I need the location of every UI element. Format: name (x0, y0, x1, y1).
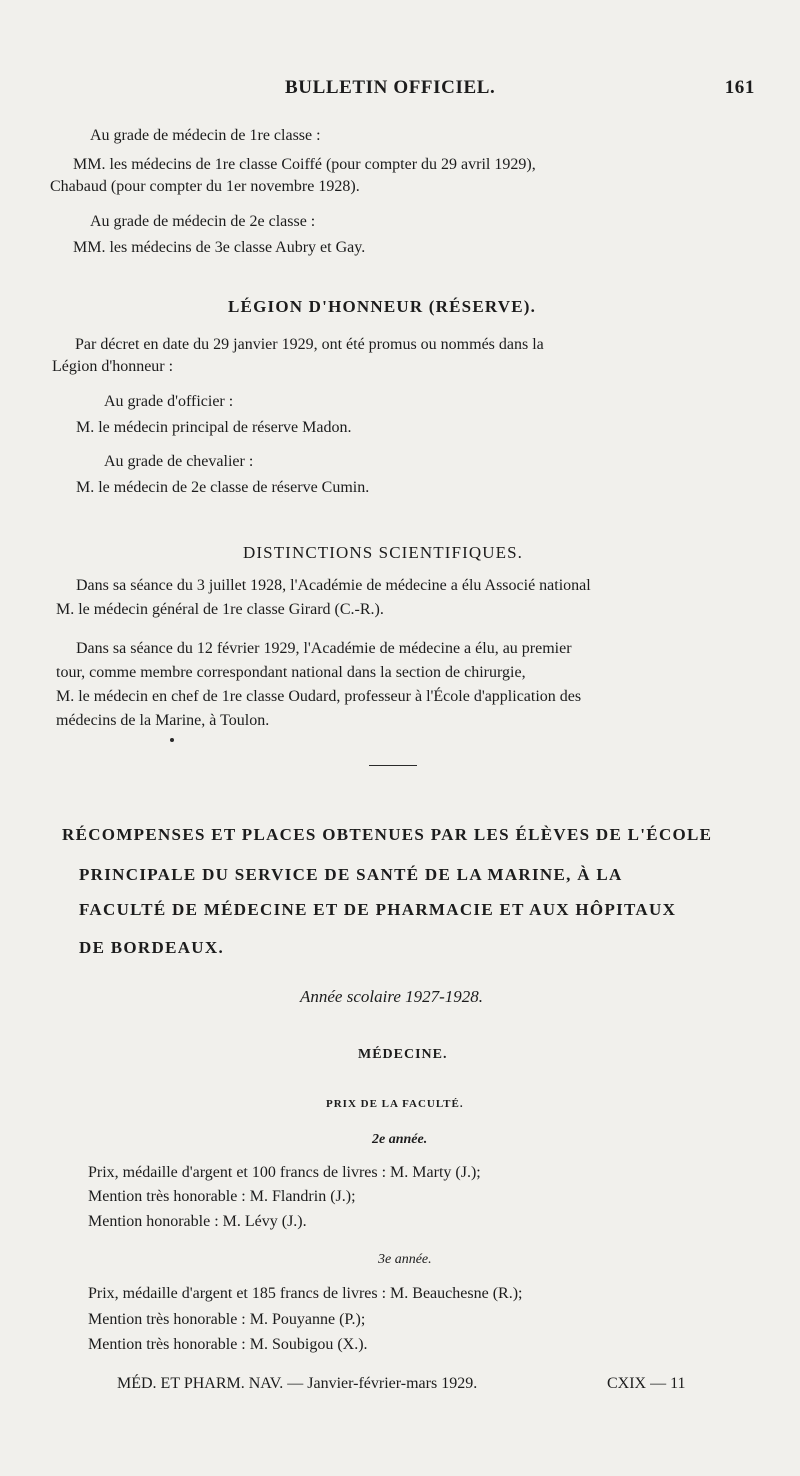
distinction-1-line-2: M. le médecin général de 1re classe Girard (C.-R.). (56, 601, 384, 618)
officer-nominee: M. le médecin principal de réserve Madon. (76, 419, 352, 436)
school-year: Année scolaire 1927-1928. (300, 987, 484, 1006)
running-header (285, 78, 755, 98)
officer-grade-heading: Au grade d'officier : (104, 393, 234, 410)
page-number: 161 (724, 77, 755, 98)
promotion-line-1: MM. les médecins de 1re classe Coiffé (pour compter du 29 avril 1929), (73, 156, 536, 173)
grade-heading-2: Au grade de médecin de 2e classe : (90, 213, 316, 230)
journal-title: BULLETIN OFFICIEL. (285, 77, 496, 98)
year-2-prize: Prix, médaille d'argent et 100 francs de livres : M. Marty (J.); (88, 1164, 481, 1181)
prix-faculte-heading: PRIX DE LA FACULTÉ. (326, 1098, 464, 1110)
year-3-mention-tres-honorable-1: Mention très honorable : M. Pouyanne (P.); (88, 1311, 366, 1328)
promotion-line-1b: Chabaud (pour compter du 1er novembre 1928). (50, 178, 360, 195)
legion-paragraph: Par décret en date du 29 janvier 1929, ont été promus ou nommés dans la (75, 336, 544, 353)
year-3-prize: Prix, médaille d'argent et 185 francs de livres : M. Beauchesne (R.); (88, 1285, 523, 1302)
ink-dot (170, 738, 174, 742)
recompenses-title-line-4: DE BORDEAUX. (79, 938, 225, 957)
distinction-2-line-1: Dans sa séance du 12 février 1929, l'Académie de médecine a élu, au premier (76, 640, 572, 657)
section-title-legion: LÉGION D'HONNEUR (RÉSERVE). (228, 297, 537, 316)
recompenses-title-line-1: RÉCOMPENSES ET PLACES OBTENUES PAR LES ÉLÈVES DE L'ÉCOLE (62, 825, 713, 844)
knight-nominee: M. le médecin de 2e classe de réserve Cumin. (76, 479, 370, 496)
recompenses-title-line-3: FACULTÉ DE MÉDECINE ET DE PHARMACIE ET AUX HÔPITAUX (79, 900, 677, 919)
year-3-mention-tres-honorable-2: Mention très honorable : M. Soubigou (X.). (88, 1336, 368, 1353)
promotion-line-2: MM. les médecins de 3e classe Aubry et Gay. (73, 239, 366, 256)
distinction-1-line-1: Dans sa séance du 3 juillet 1928, l'Académie de médecine a élu Associé national (76, 577, 591, 594)
grade-heading-1: Au grade de médecin de 1re classe : (90, 127, 321, 144)
distinction-2-line-2: tour, comme membre correspondant national dans la section de chirurgie, (56, 664, 526, 681)
footer-journal-reference: MÉD. ET PHARM. NAV. — Janvier-février-mars 1929. (117, 1375, 478, 1392)
year-2-mention-honorable: Mention honorable : M. Lévy (J.). (88, 1213, 307, 1230)
recompenses-title-line-2: PRINCIPALE DU SERVICE DE SANTÉ DE LA MARINE, À LA (79, 865, 623, 884)
year-2-mention-tres-honorable: Mention très honorable : M. Flandrin (J.); (88, 1188, 356, 1205)
subsection-medecine: MÉDECINE. (358, 1047, 448, 1062)
section-title-distinctions: DISTINCTIONS SCIENTIFIQUES. (243, 543, 523, 562)
section-separator (369, 765, 417, 766)
footer-signature-mark: CXIX — 11 (607, 1375, 686, 1392)
distinction-2-line-3: M. le médecin en chef de 1re classe Oudard, professeur à l'École d'application des (56, 688, 582, 705)
knight-grade-heading: Au grade de chevalier : (104, 453, 254, 470)
distinction-2-line-4: médecins de la Marine, à Toulon. (56, 712, 270, 729)
year-2-heading: 2e année. (372, 1132, 428, 1147)
year-3-heading: 3e année. (378, 1252, 432, 1267)
legion-paragraph-cont: Légion d'honneur : (52, 358, 174, 375)
